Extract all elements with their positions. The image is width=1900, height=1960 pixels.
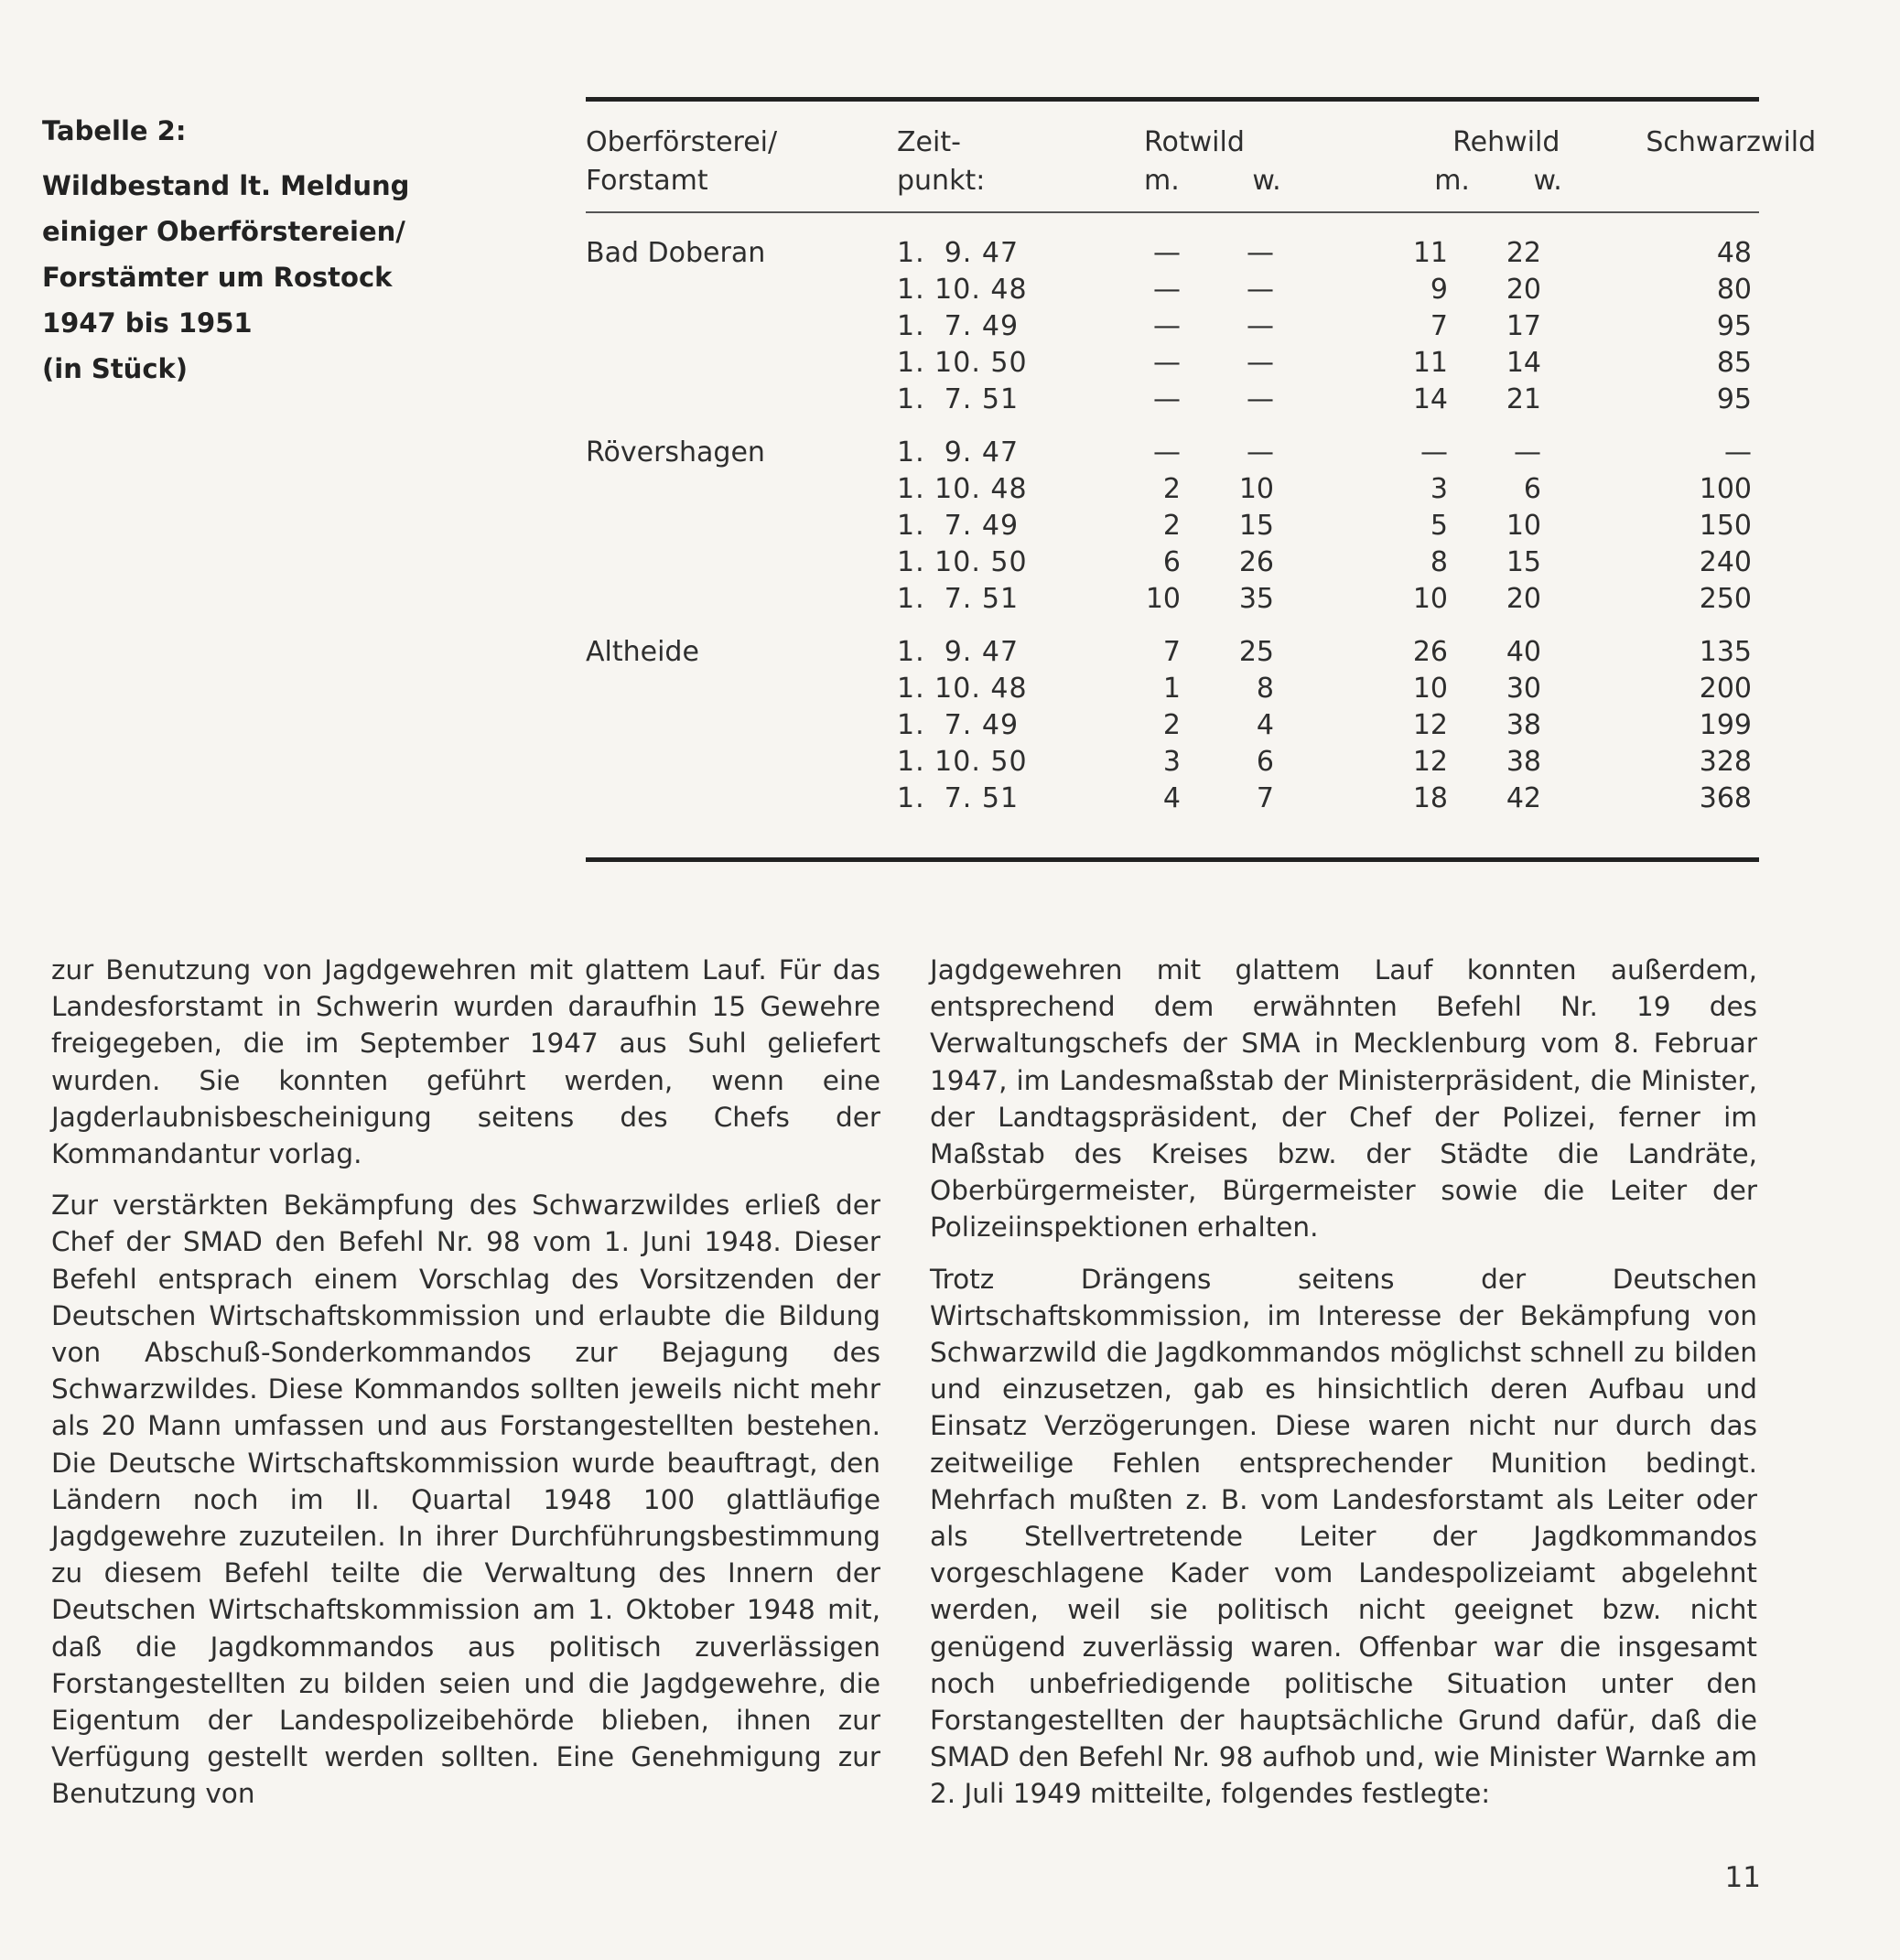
wildbestand-table (586, 102, 1817, 200)
cell-schwarzwild: 240 (1699, 546, 1752, 578)
cell-forstamt (586, 671, 897, 707)
cell-spacer (1274, 345, 1375, 382)
table-row (586, 744, 1759, 781)
cell-zeitpunkt: 1. 7. 51 (897, 383, 1020, 415)
header-rotwild-m: m. (1144, 165, 1180, 197)
cell-forstamt (586, 781, 897, 817)
cell-forstamt: Rövershagen (586, 436, 765, 468)
cell-forstamt: Altheide (586, 636, 699, 668)
body-column-right (930, 952, 1757, 1827)
cell-forstamt (586, 471, 897, 508)
cell-rehwild-w: 30 (1506, 673, 1541, 705)
cell-forstamt: Bad Doberan (586, 237, 766, 269)
caption-line: einiger Oberförstereien/ (42, 216, 405, 247)
cell-spacer (1274, 618, 1375, 671)
cell-rehwild-m: — (1420, 436, 1448, 468)
body-paragraph: Jagdgewehren mit glattem Lauf konnten außerdem, entsprechend dem erwähnten Befehl Nr. 19 des Verwaltungschefs der SMA in Mecklenburg vom 8. Februar 1947, im Landesmaßstab der Ministerpräsident, die Minister, der Landtagspräsident, der Chef der Polizei, ferner im Maßstab des Kreises bzw. der Städte die Landräte, Oberbürgermeister, Bürgermeister sowie die Leiter der Polizeiinspektionen erhalten. (930, 954, 1757, 1244)
cell-forstamt (586, 508, 897, 544)
cell-rotwild-w: — (1247, 237, 1274, 269)
cell-rotwild-w: 26 (1238, 546, 1274, 578)
header-rehwild-sub (1434, 162, 1646, 200)
cell-schwarzwild: 199 (1699, 709, 1752, 741)
cell-zeitpunkt: 1. 10. 48 (897, 673, 1028, 705)
cell-zeitpunkt: 1. 9. 47 (897, 636, 1020, 668)
table-caption (42, 108, 426, 392)
cell-spacer (1274, 471, 1375, 508)
cell-zeitpunkt: 1. 10. 50 (897, 546, 1028, 578)
cell-rehwild-m: 8 (1430, 546, 1448, 578)
cell-zeitpunkt: 1. 7. 49 (897, 310, 1020, 342)
cell-rehwild-m: 12 (1412, 709, 1448, 741)
cell-rehwild-m: 26 (1412, 636, 1448, 668)
page-number: 11 (1724, 1861, 1761, 1894)
table-row (586, 707, 1759, 744)
cell-spacer (1274, 707, 1375, 744)
cell-rehwild-m: 3 (1430, 473, 1448, 505)
cell-rehwild-w: 10 (1506, 510, 1541, 542)
cell-rehwild-m: 11 (1412, 237, 1448, 269)
cell-spacer (1274, 581, 1375, 618)
cell-schwarzwild: 250 (1699, 583, 1752, 615)
table-body (586, 213, 1759, 817)
header-forst-line1: Oberförsterei/ (586, 126, 778, 158)
header-rehwild-label: Rehwild (1452, 126, 1560, 158)
cell-spacer (1274, 382, 1375, 418)
caption-line: Forstämter um Rostock (42, 262, 393, 293)
header-spacer (1319, 102, 1420, 200)
cell-rehwild-m: 11 (1412, 347, 1448, 379)
table-row (586, 345, 1759, 382)
table-row (586, 781, 1759, 817)
cell-rehwild-m: 18 (1412, 782, 1448, 814)
table-row (586, 671, 1759, 707)
cell-rotwild-m: — (1153, 237, 1181, 269)
cell-schwarzwild: 328 (1699, 746, 1752, 778)
cell-schwarzwild: 80 (1716, 274, 1752, 306)
cell-rotwild-w: 25 (1238, 636, 1274, 668)
cell-schwarzwild: 135 (1699, 636, 1752, 668)
cell-rotwild-m: — (1153, 310, 1181, 342)
cell-rehwild-w: 38 (1506, 746, 1541, 778)
cell-rehwild-w: — (1514, 436, 1541, 468)
cell-rehwild-m: 7 (1430, 310, 1448, 342)
cell-rotwild-w: — (1247, 347, 1274, 379)
table-row (586, 213, 1759, 272)
cell-schwarzwild: 150 (1699, 510, 1752, 542)
cell-forstamt (586, 382, 897, 418)
caption-line: 1947 bis 1951 (42, 307, 253, 339)
cell-rotwild-m: — (1153, 347, 1181, 379)
cell-rotwild-w: — (1247, 383, 1274, 415)
cell-zeitpunkt: 1. 9. 47 (897, 237, 1020, 269)
cell-rehwild-w: 15 (1506, 546, 1541, 578)
cell-rehwild-w: 21 (1506, 383, 1541, 415)
cell-spacer (1274, 508, 1375, 544)
caption-line: Wildbestand lt. Meldung (42, 170, 410, 201)
table-row (586, 544, 1759, 581)
header-schwarzwild-label: Schwarzwild (1646, 126, 1817, 158)
cell-spacer (1274, 781, 1375, 817)
header-zeitpunkt (897, 102, 1093, 200)
cell-rotwild-w: — (1247, 310, 1274, 342)
table-header-row (586, 102, 1759, 200)
cell-rehwild-w: 14 (1506, 347, 1541, 379)
table-bottom-rule (586, 857, 1759, 862)
cell-rehwild-m: 5 (1430, 510, 1448, 542)
cell-forstamt (586, 272, 897, 308)
header-rotwild-label: Rotwild (1144, 126, 1245, 158)
cell-rotwild-m: 2 (1162, 709, 1181, 741)
cell-zeitpunkt: 1. 10. 48 (897, 473, 1028, 505)
table-row (586, 471, 1759, 508)
cell-rotwild-m: 3 (1162, 746, 1181, 778)
cell-rehwild-w: 42 (1506, 782, 1541, 814)
cell-rotwild-m: — (1153, 274, 1181, 306)
cell-forstamt (586, 581, 897, 618)
cell-forstamt (586, 345, 897, 382)
table-label: Tabelle 2: (42, 115, 187, 146)
header-rotwild-w: w. (1252, 165, 1281, 197)
cell-zeitpunkt: 1. 7. 51 (897, 583, 1020, 615)
cell-spacer (1274, 544, 1375, 581)
cell-rotwild-w: 7 (1256, 782, 1274, 814)
header-rehwild-w: w. (1533, 165, 1562, 197)
table-row (586, 272, 1759, 308)
cell-rehwild-m: 9 (1430, 274, 1448, 306)
header-rotwild-sub (1144, 162, 1319, 200)
cell-rehwild-w: 38 (1506, 709, 1541, 741)
header-forst (586, 102, 897, 200)
cell-rehwild-w: 6 (1523, 473, 1541, 505)
cell-forstamt (586, 544, 897, 581)
body-column-left (51, 952, 880, 1827)
cell-rehwild-m: 10 (1412, 583, 1448, 615)
cell-rotwild-m: 6 (1162, 546, 1181, 578)
cell-rotwild-w: 10 (1238, 473, 1274, 505)
cell-rehwild-m: 12 (1412, 746, 1448, 778)
wildbestand-table-container (586, 97, 1817, 862)
cell-rotwild-w: 6 (1256, 746, 1274, 778)
cell-rotwild-m: 7 (1162, 636, 1181, 668)
cell-schwarzwild: — (1724, 436, 1752, 468)
cell-zeitpunkt: 1. 7. 49 (897, 510, 1020, 542)
cell-rotwild-w: 4 (1256, 709, 1274, 741)
body-paragraph: Zur verstärkten Bekämpfung des Schwarzwildes erließ der Chef der SMAD den Befehl Nr. 98 vom 1. Juni 1948. Dieser Befehl entsprach einem Vorschlag des Vorsitzenden der Deutschen Wirtschaftskommission und erlaubte die Bildung von Abschuß-Sonderkommandos zur Bejagung des Schwarzwildes. Diese Kommandos sollten jeweils nicht mehr als 20 Mann umfassen und aus Forstangestellten bestehen. Die Deutsche Wirtschaftskommission wurde beauftragt, den Ländern noch im II. Quartal 1948 100 glattläufige Jagdgewehre zuzuteilen. In ihrer Durchführungsbestimmung zu diesem Befehl teilte die Verwaltung des Innern der Deutschen Wirtschaftskommission am 1. Oktober 1948 mit, daß die Jagdkommandos aus politisch zuverlässigen Forstangestellten zu bilden seien und die Jagdgewehre, die Eigentum der Landespolizeibehörde blieben, ihnen zur Verfügung gestellt werden sollten. Eine Genehmigung zur Benutzung von (51, 1190, 880, 1810)
cell-spacer (1274, 213, 1375, 272)
body-paragraph: zur Benutzung von Jagdgewehren mit glattem Lauf. Für das Landesforstamt in Schwerin wurden daraufhin 15 Gewehre freigegeben, die im September 1947 aus Suhl geliefert wurden. Sie konnten geführt werden, wenn eine Jagderlaubnisbescheinigung seitens des Chefs der Kommandantur vorlag. (51, 954, 880, 1170)
table-row (586, 418, 1759, 471)
cell-rehwild-w: 22 (1506, 237, 1541, 269)
cell-schwarzwild: 85 (1716, 347, 1752, 379)
cell-rotwild-m: — (1153, 436, 1181, 468)
header-zeit-line2: punkt: (897, 165, 986, 197)
body-paragraph: Trotz Drängens seitens der Deutschen Wirtschaftskommission, im Interesse der Bekämpfung von Schwarzwild die Jagdkommandos möglichst schnell zu bilden und einzusetzen, gab es hinsichtlich deren Aufbau und Einsatz Verzögerungen. Diese waren nicht nur durch das zeitweilige Fehlen entsprechender Munition bedingt. Mehrfach mußten z. B. vom Landesforstamt als Leiter oder als Stellvertretende Leiter der Jagdkommandos vorgeschlagene Kader vom Landespolizeiamt abgelehnt werden, weil sie politisch nicht geeignet bzw. nicht genügend zuverlässig waren. Offenbar war die insgesamt noch unbefriedigende politische Situation unter den Forstangestellten der hauptsächliche Grund dafür, daß die SMAD den Befehl Nr. 98 aufhob und, wie Minister Warnke am 2. Juli 1949 mitteilte, folgendes festlegte: (930, 1263, 1757, 1810)
cell-rotwild-m: 2 (1162, 473, 1181, 505)
cell-schwarzwild: 95 (1716, 383, 1752, 415)
cell-forstamt (586, 308, 897, 345)
cell-rehwild-m: 14 (1412, 383, 1448, 415)
cell-rehwild-m: 10 (1412, 673, 1448, 705)
cell-zeitpunkt: 1. 7. 49 (897, 709, 1020, 741)
cell-spacer (1274, 744, 1375, 781)
cell-zeitpunkt: 1. 10. 50 (897, 746, 1028, 778)
cell-rehwild-w: 20 (1506, 274, 1541, 306)
cell-rotwild-w: — (1247, 436, 1274, 468)
cell-rotwild-w: 15 (1238, 510, 1274, 542)
cell-forstamt (586, 707, 897, 744)
cell-rehwild-w: 20 (1506, 583, 1541, 615)
table-row (586, 382, 1759, 418)
header-rehwild-m: m. (1434, 165, 1470, 197)
cell-forstamt (586, 744, 897, 781)
cell-spacer (1274, 671, 1375, 707)
table-row (586, 508, 1759, 544)
cell-schwarzwild: 95 (1716, 310, 1752, 342)
wildbestand-table-body (586, 213, 1759, 817)
cell-spacer (1274, 418, 1375, 471)
cell-rotwild-m: 10 (1145, 583, 1181, 615)
cell-rotwild-m: — (1153, 383, 1181, 415)
cell-rehwild-w: 40 (1506, 636, 1541, 668)
cell-rotwild-m: 1 (1162, 673, 1181, 705)
cell-schwarzwild: 200 (1699, 673, 1752, 705)
header-forst-line2: Forstamt (586, 165, 708, 197)
cell-zeitpunkt: 1. 10. 48 (897, 274, 1028, 306)
header-schwarzwild (1646, 102, 1817, 200)
cell-zeitpunkt: 1. 7. 51 (897, 782, 1020, 814)
cell-spacer (1274, 272, 1375, 308)
table-row (586, 308, 1759, 345)
cell-spacer (1274, 308, 1375, 345)
cell-rotwild-w: 35 (1238, 583, 1274, 615)
header-rehwild (1420, 102, 1646, 200)
header-rotwild (1093, 102, 1319, 200)
cell-rehwild-w: 17 (1506, 310, 1541, 342)
header-zeit-line1: Zeit- (897, 126, 961, 158)
cell-rotwild-m: 4 (1162, 782, 1181, 814)
table-row (586, 618, 1759, 671)
cell-rotwild-w: 8 (1256, 673, 1274, 705)
cell-schwarzwild: 100 (1699, 473, 1752, 505)
cell-zeitpunkt: 1. 10. 50 (897, 347, 1028, 379)
cell-rotwild-w: — (1247, 274, 1274, 306)
cell-zeitpunkt: 1. 9. 47 (897, 436, 1020, 468)
cell-rotwild-m: 2 (1162, 510, 1181, 542)
table-row (586, 581, 1759, 618)
cell-schwarzwild: 48 (1716, 237, 1752, 269)
caption-line: (in Stück) (42, 353, 189, 384)
cell-schwarzwild: 368 (1699, 782, 1752, 814)
